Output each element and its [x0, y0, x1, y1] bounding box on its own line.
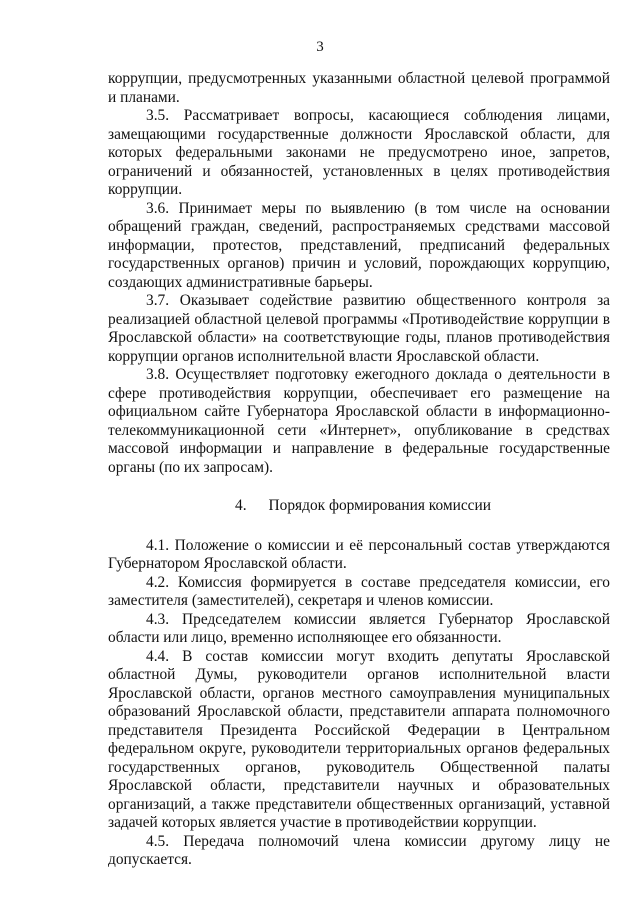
paragraph-3-6: 3.6. Принимает меры по выявлению (в том числе на основании обращений граждан, сведений, распространяемых средствами массовой информации, протестов, представлений, предписаний федеральных государственных органов) причин и условий, порождающих коррупцию, создающих административные барьеры. [108, 199, 610, 291]
section-number: 4. [235, 497, 247, 514]
document-body [108, 70, 610, 870]
paragraph-4-5: 4.5. Передача полномочий члена комиссии другому лицу не допускается. [108, 832, 610, 868]
paragraph-4-4: 4.4. В состав комиссии могут входить депутаты Ярославской областной Думы, руководители органов исполнительной власти Ярославской области, органов местного самоуправления муниципальных образований Ярославской области, представители аппарата полномочного представителя Президента Российской Федерации в Центральном федеральном округе, руководители территориальных органов федеральных государственных органов, руководитель Общественной палаты Ярославской области, представители научных и образовательных организаций, а также представители общественных организаций, уставной задачей которых является участие в противодействии коррупции. [108, 647, 610, 831]
paragraph-3-7: 3.7. Оказывает содействие развитию общественного контроля за реализацией областной целевой программы «Противодействие коррупции в Ярославской области» на соответствующие годы, планов противодействия коррупции органов исполнительной власти Ярославской области. [108, 292, 610, 365]
section-title: Порядок формирования комиссии [268, 497, 491, 514]
paragraph-4-3: 4.3. Председателем комиссии является Губернатор Ярославской области или лицо, временно исполняющее его обязанности. [108, 610, 610, 646]
page-number: 3 [316, 39, 324, 55]
paragraph-3-5: 3.5. Рассматривает вопросы, касающиеся соблюдения лицами, замещающими государственные должности Ярославской области, для которых федеральными законами не предусмотрено иное, запретов, ограничений и обязанностей, установленных в целях противодействия коррупции. [108, 107, 610, 198]
paragraph-4-1: 4.1. Положение о комиссии и её персональный состав утверждаются Губернатором Ярославской области. [108, 536, 610, 572]
paragraph-continuation: коррупции, предусмотренных указанными областной целевой программой и планами. [108, 70, 610, 106]
paragraph-3-8: 3.8. Осуществляет подготовку ежегодного доклада о деятельности в сфере противодействия коррупции, обеспечивает его размещение на официальном сайте Губернатора Ярославской области в информационно-телекоммуникационной сети «Интернет», опубликование в средствах массовой информации и направление в федеральные государственные органы (по их запросам). [108, 366, 610, 476]
section-heading [108, 497, 610, 516]
paragraph-4-2: 4.2. Комиссия формируется в составе председателя комиссии, его заместителя (заместителей), секретаря и членов комиссии. [108, 573, 610, 609]
